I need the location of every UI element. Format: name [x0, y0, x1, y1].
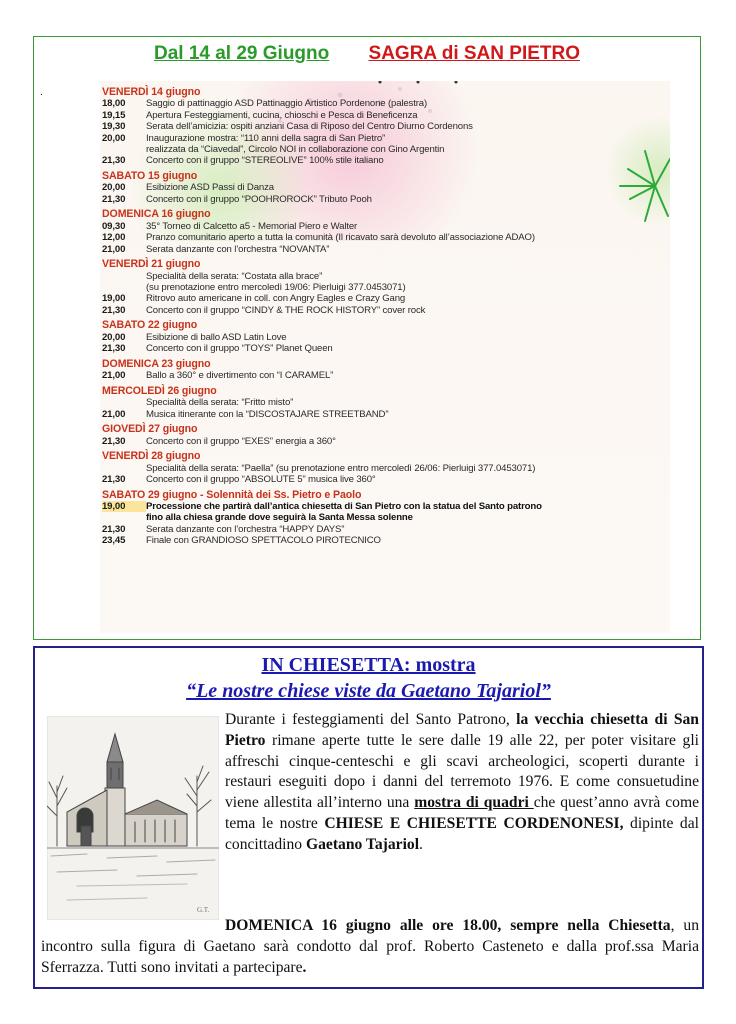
schedule-event — [102, 293, 662, 304]
exhibit-text-artist: Gaetano Tajariol — [305, 835, 420, 853]
headline — [34, 43, 700, 65]
exhibit-text-i: . — [419, 835, 423, 853]
event-description-text: Specialità della serata: “Fritto misto” — [146, 397, 294, 409]
event-description — [146, 110, 417, 121]
exhibit-text-e: che quest’anno avrà come tema le nostre — [225, 794, 699, 832]
schedule-event — [102, 244, 662, 255]
event-description — [146, 501, 542, 512]
event-description — [146, 305, 425, 316]
schedule-event — [102, 436, 662, 447]
event-description-text: Specialità della serata: “Costata alla brace” — [146, 270, 323, 282]
meeting-end: . — [302, 958, 307, 976]
event-description-text: Esibizione di ballo ASD Latin Love — [146, 331, 287, 343]
event-description — [146, 535, 381, 546]
day-heading: DOMENICA 16 giugno — [102, 208, 211, 221]
exhibit-text-chiesetta: la vecchia chiesetta di San Pietro — [225, 711, 699, 749]
event-description-text: Apertura Festeggiamenti, cucina, chioschi e Pesca di Beneficenza — [146, 109, 418, 121]
event-time: 23,45 — [102, 535, 126, 547]
event-description — [102, 271, 322, 282]
schedule-event — [102, 110, 662, 121]
event-time: 19,00 — [102, 293, 126, 305]
day-heading: SABATO 15 giugno — [102, 170, 198, 182]
event-description-text: Concerto con il gruppo “POOHROROCK” Tributo Pooh — [146, 193, 372, 205]
schedule-event — [102, 121, 662, 132]
event-description-text: Processione che partirà dall’antica chiesetta di San Pietro con la statua del Santo patrono — [146, 501, 542, 512]
event-description — [146, 133, 385, 144]
exhibit-heading: IN CHIESETTA: mostra — [261, 654, 476, 676]
event-description-text: Esibizione ASD Passi di Danza — [146, 182, 274, 194]
exhibit-text-g: dipinte dal concittadino — [225, 814, 699, 853]
event-description — [146, 409, 388, 420]
exhibit-text-mostra: mostra di quadri — [414, 794, 534, 812]
schedule-event — [102, 221, 662, 232]
event-description — [146, 182, 274, 193]
event-description-text: Pranzo comunitario aperto a tutta la comunità (Il ricavato sarà devoluto all’associazione ADAO) — [146, 232, 535, 244]
event-description-highlight: Santa Messa solenne — [318, 512, 413, 524]
schedule-event — [102, 524, 662, 535]
event-time: 21,30 — [102, 193, 126, 205]
schedule-event — [102, 512, 662, 523]
event-time: 09,30 — [102, 220, 126, 232]
sagra-program-frame — [33, 36, 701, 640]
event-description-text: (su prenotazione entro mercoledì 19/06: Pierluigi 377.0453071) — [146, 282, 406, 293]
event-time: 21,30 — [102, 523, 126, 535]
event-time: 20,00 — [102, 182, 126, 194]
schedule-event — [102, 397, 662, 408]
exhibit-subtitle: “Le nostre chiese viste da Gaetano Tajariol” — [186, 680, 551, 702]
event-time: 21,30 — [102, 343, 126, 355]
event-description-text: realizzata da “Ciavedal”, Circolo NOI in collaborazione con Gino Argentin — [146, 144, 445, 155]
schedule-event — [102, 409, 662, 420]
event-description — [102, 463, 535, 474]
exhibit-paragraph — [225, 710, 699, 856]
schedule-event — [102, 155, 662, 166]
event-description-text: Serata danzante con l’orchestra “NOVANTA” — [146, 243, 330, 255]
event-description — [102, 397, 293, 408]
event-description — [146, 524, 344, 535]
event-description — [102, 144, 444, 155]
schedule-event — [102, 232, 662, 243]
event-description — [146, 370, 333, 381]
event-description-text: Ritrovo auto americane in coll. con Angry Eagles e Crazy Gang — [146, 293, 406, 305]
schedule-event — [102, 535, 662, 546]
event-description — [146, 293, 405, 304]
schedule-event — [102, 332, 662, 343]
event-description — [146, 474, 376, 485]
day-heading: SABATO 29 giugno - Solennità dei Ss. Pietro e Paolo — [102, 488, 362, 501]
event-description-text: fino alla chiesa grande dove seguirà la — [146, 512, 319, 524]
exhibit-text-a: Durante i festeggiamenti del Santo Patrono, — [225, 711, 517, 728]
event-description-text: Serata dell’amicizia: ospiti anziani Casa di Riposo del Centro Diurno Cordenons — [146, 121, 473, 133]
day-heading: VENERDÌ 28 giugno — [102, 450, 201, 463]
event-description-text: Concerto con il gruppo “ABSOLUTE 5” musica live 360° — [146, 474, 376, 485]
event-time: 20,00 — [102, 331, 126, 343]
event-description-text: Concerto con il gruppo “EXES” energia a 360° — [146, 435, 336, 447]
event-description-text: Serata danzante con l’orchestra “HAPPY DAYS” — [146, 523, 345, 535]
event-time: 19,00 — [102, 501, 146, 512]
event-time: 21,00 — [102, 408, 126, 420]
schedule-event — [102, 133, 662, 144]
event-description — [102, 282, 406, 293]
event-time: 21,30 — [102, 155, 126, 167]
event-description-text: 35° Torneo di Calcetto a5 - Memorial Piero e Walter — [146, 220, 358, 232]
event-description-text: Concerto con il gruppo “TOYS” Planet Queen — [146, 343, 333, 355]
event-description-text: Specialità della serata: “Paella” (su prenotazione entro mercoledì 26/06: Pierluigi 377.0453071) — [146, 462, 536, 474]
schedule-event — [102, 501, 662, 512]
program-poster — [100, 81, 670, 633]
event-description — [146, 98, 427, 109]
headline-event-title: SAGRA di SAN PIETRO — [368, 43, 581, 64]
schedule-event — [102, 282, 662, 293]
event-description-text: Ballo a 360° e divertimento con “I CARAMEL” — [146, 370, 334, 382]
event-time: 20,00 — [102, 132, 126, 144]
event-time: 21,30 — [102, 474, 126, 485]
event-time: 18,00 — [102, 98, 126, 110]
event-description — [146, 436, 336, 447]
event-description — [146, 332, 287, 343]
church-sketch-image — [47, 716, 219, 920]
event-time: 19,15 — [102, 109, 126, 121]
event-description-text: Inaugurazione mostra: “110 anni della sagra di San Pietro” — [146, 132, 386, 144]
event-description — [146, 194, 372, 205]
schedule-event — [102, 271, 662, 282]
meeting-date: DOMENICA 16 giugno alle ore 18.00, sempre nella Chiesetta — [225, 917, 671, 934]
event-description — [102, 512, 413, 523]
event-time: 21,00 — [102, 370, 126, 382]
schedule-event — [102, 463, 662, 474]
exhibit-text-c: rimane aperte tutte le sere dalle 19 alle 22, per poter visitare gli affreschi cinque-centeschi e gli scavi archeologici, scoperti durante i restauri eseguiti dopo i danni del terremoto 1976. E come consuetudine viene allestita all’interno una — [225, 731, 699, 812]
event-description — [146, 244, 329, 255]
event-description-text: Concerto con il gruppo “STEREOLIVE” 100% stile italiano — [146, 155, 384, 167]
event-description-text: Saggio di pattinaggio ASD Pattinaggio Artistico Pordenone (palestra) — [146, 98, 427, 110]
event-time: 21,00 — [102, 243, 126, 255]
day-heading: MERCOLEDÌ 26 giugno — [102, 384, 217, 397]
schedule-event — [102, 144, 662, 155]
event-time: 19,30 — [102, 121, 126, 133]
schedule-event — [102, 305, 662, 316]
schedule-event — [102, 343, 662, 354]
meeting-text: , un incontro sulla figura di Gaetano sarà condotto dal prof. Roberto Casteneto e dalla prof.ssa Maria Sferrazza. Tutti sono invitati a partecipare — [41, 917, 699, 976]
event-description-text: Musica itinerante con la “DISCOSTAJARE STREETBAND” — [146, 408, 389, 420]
schedule-event — [102, 474, 662, 485]
event-description — [146, 121, 473, 132]
event-description-text: Finale con GRANDIOSO SPETTACOLO PIROTECNICO — [146, 535, 381, 547]
event-description — [146, 343, 333, 354]
event-time: 12,00 — [102, 232, 126, 244]
exhibit-frame — [33, 646, 704, 989]
event-description — [146, 232, 535, 243]
day-heading: VENERDÌ 21 giugno — [102, 258, 201, 271]
event-description — [146, 221, 357, 232]
headline-dates: Dal 14 al 29 Giugno — [153, 43, 330, 64]
day-heading: SABATO 22 giugno — [102, 319, 198, 332]
event-time: 21,30 — [102, 304, 126, 316]
schedule-event — [102, 370, 662, 381]
schedule-event — [102, 98, 662, 109]
stray-mark: . — [40, 87, 43, 98]
event-description — [146, 155, 384, 166]
svg-text:G.T.: G.T. — [197, 906, 210, 914]
event-time: 21,30 — [102, 435, 126, 447]
schedule-event — [102, 182, 662, 193]
exhibit-text-chiese: CHIESE E CHIESETTE CORDENONESI, — [324, 814, 624, 832]
day-heading: GIOVEDÌ 27 giugno — [102, 423, 198, 436]
schedule-event — [102, 194, 662, 205]
event-description-text: Concerto con il gruppo “CINDY & THE ROCK HISTORY” cover rock — [146, 304, 426, 316]
day-heading: DOMENICA 23 giugno — [102, 357, 211, 370]
exhibit-meeting-paragraph — [41, 916, 699, 978]
day-heading: VENERDÌ 14 giugno — [102, 86, 201, 98]
